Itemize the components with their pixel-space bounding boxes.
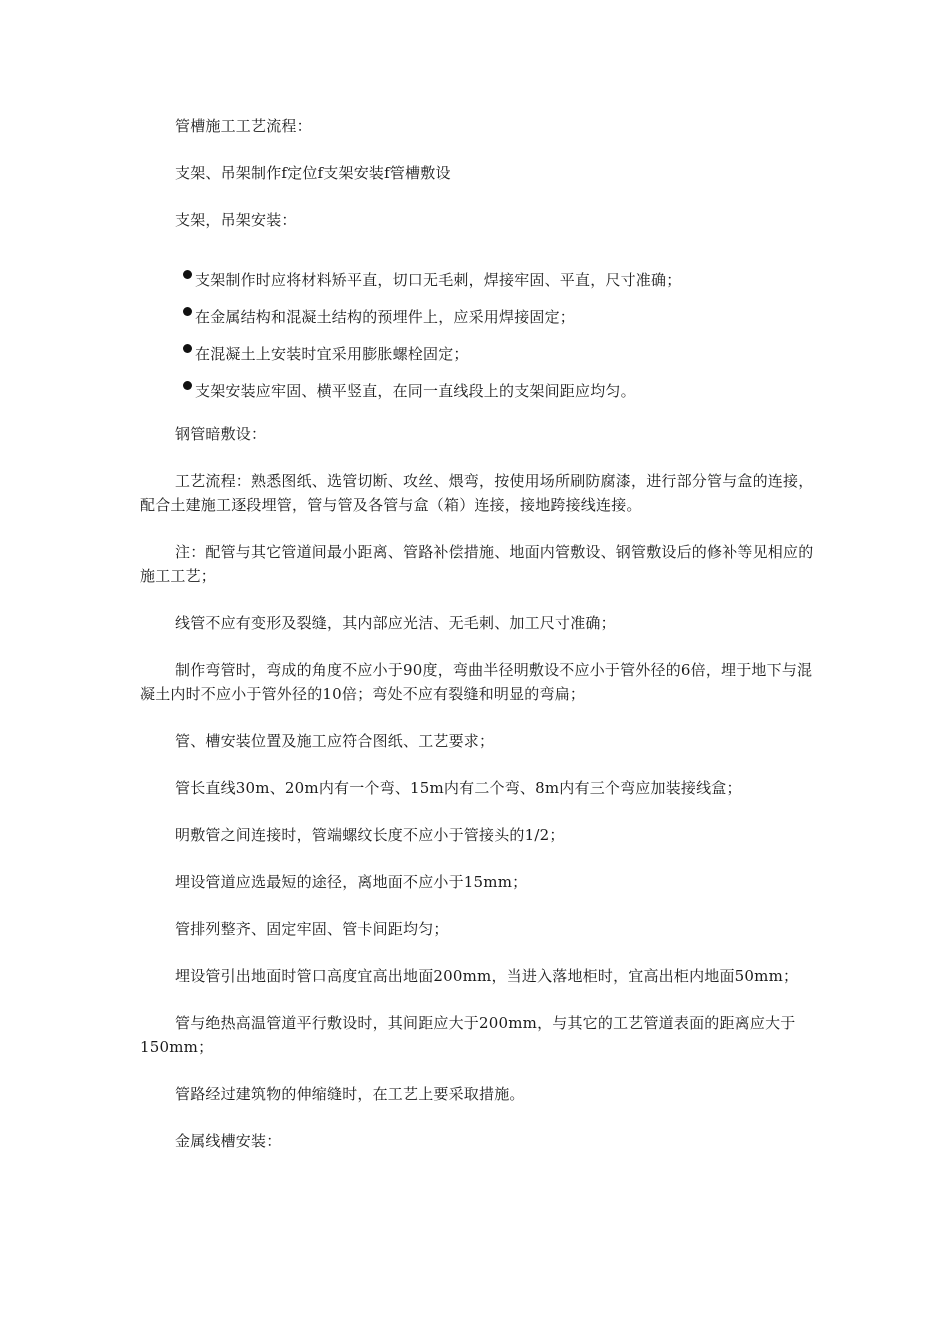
paragraph: 注：配管与其它管道间最小距离、管路补偿措施、地面内管敷设、钢管敷设后的修补等见相应的施工工艺；: [140, 543, 814, 585]
list-item-text: 在金属结构和混凝土结构的预埋件上，应采用焊接固定；: [195, 308, 576, 326]
list-item: [140, 305, 820, 329]
paragraph: 明敷管之间连接时，管端螺纹长度不应小于管接头的1/2；: [175, 826, 565, 844]
paragraph: 线管不应有变形及裂缝，其内部应光洁、无毛刺、加工尺寸准确；: [175, 614, 616, 632]
list-item-text: 支架安装应牢固、横平竖直，在同一直线段上的支架间距应均匀。: [195, 382, 636, 400]
paragraph: 工艺流程：熟悉图纸、选管切断、攻丝、煨弯，按使用场所刷防腐漆，进行部分管与盒的连接，配合土建施工逐段埋管，管与管及各管与盒（箱）连接，接地跨接线连接。: [140, 472, 814, 514]
paragraph: 埋设管引出地面时管口高度宜高出地面200mm，当进入落地柜时，宜高出柜内地面50mm；: [175, 967, 799, 985]
bullet-icon: [183, 270, 192, 279]
list-item: [140, 342, 820, 366]
paragraph: 管与绝热高温管道平行敷设时，其间距应大于200mm，与其它的工艺管道表面的距离应大于150mm；: [140, 1014, 796, 1056]
list-item-text: 支架制作时应将材料矫平直，切口无毛刺，焊接牢固、平直，尺寸准确；: [195, 271, 682, 289]
trough-process-flow: 支架、吊架制作f定位f支架安装f管槽敷设: [175, 164, 451, 182]
paragraph: 管路经过建筑物的伸缩缝时，在工艺上要采取措施。: [175, 1085, 525, 1103]
support-install-list: [140, 268, 820, 403]
section-heading-steel-pipe: 钢管暗敷设：: [175, 425, 267, 443]
section-heading-support-install: 支架，吊架安装：: [175, 211, 297, 229]
paragraph: 管长直线30m、20m内有一个弯、15m内有二个弯、8m内有三个弯应加装接线盒；: [175, 779, 742, 797]
paragraph: 管、槽安装位置及施工应符合图纸、工艺要求；: [175, 732, 495, 750]
section-heading-metal-trough: 金属线槽安装：: [175, 1132, 282, 1150]
paragraph: 埋设管道应选最短的途径，离地面不应小于15mm；: [175, 873, 528, 891]
section-heading-trough-process: 管槽施工工艺流程：: [175, 117, 312, 135]
paragraph: 管排列整齐、固定牢固、管卡间距均匀；: [175, 920, 449, 938]
bullet-icon: [183, 381, 192, 390]
list-item-text: 在混凝土上安装时宜采用膨胀螺栓固定；: [195, 345, 469, 363]
document-body: [140, 114, 820, 1176]
list-item: [140, 268, 820, 292]
list-item: [140, 379, 820, 403]
paragraph: 制作弯管时，弯成的角度不应小于90度，弯曲半径明敷设不应小于管外径的6倍，埋于地下与混凝土内时不应小于管外径的10倍；弯处不应有裂缝和明显的弯扁；: [140, 661, 813, 703]
bullet-icon: [183, 307, 192, 316]
bullet-icon: [183, 344, 192, 353]
